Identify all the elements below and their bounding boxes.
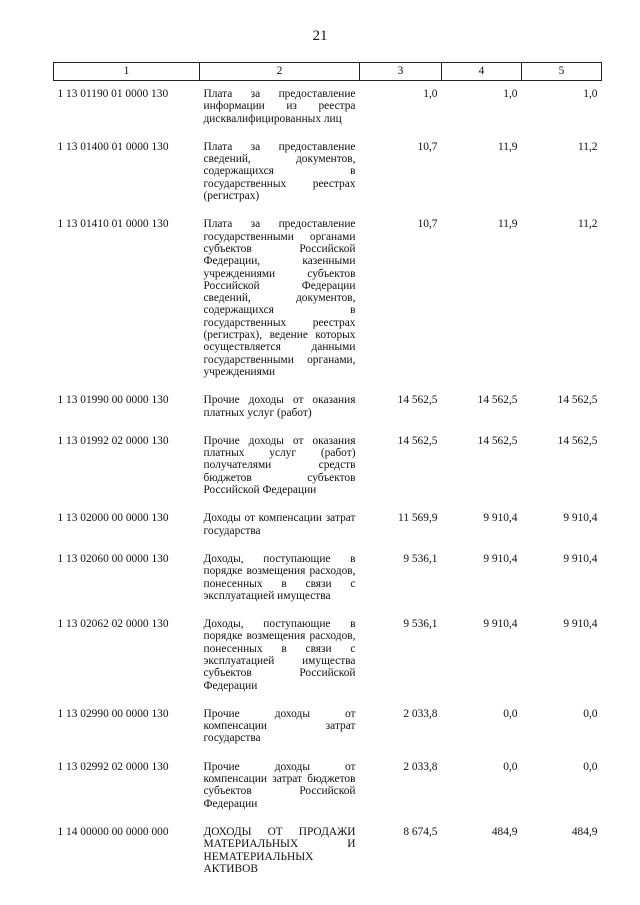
- row-value-col5: 9 910,4: [563, 552, 598, 565]
- column-header-2: 2: [200, 63, 360, 81]
- row-value-col5: 9 910,4: [563, 618, 598, 631]
- row-value-col4: 484,9: [491, 825, 518, 838]
- row-code: 1 13 02060 00 0000 130: [57, 552, 169, 565]
- row-name: Прочие доходы от оказания платных услуг (работ): [203, 394, 356, 419]
- table-row: [54, 611, 602, 701]
- row-value-col4: 9 910,4: [483, 552, 518, 565]
- row-value-col5: 0,0: [583, 760, 598, 773]
- row-value-col3: 8 674,5: [403, 825, 438, 838]
- column-header-5: 5: [522, 63, 602, 81]
- row-value-col3: 10,7: [417, 218, 438, 231]
- row-value-col4: 9 910,4: [483, 618, 518, 631]
- row-value-col5: 9 910,4: [563, 512, 598, 525]
- row-value-col3: 10,7: [417, 140, 438, 153]
- row-value-col4: 0,0: [503, 707, 518, 720]
- row-name: ДОХОДЫ ОТ ПРОДАЖИ МАТЕРИАЛЬНЫХ И НЕМАТЕРИАЛЬНЫХ АКТИВОВ: [203, 825, 356, 875]
- row-value-col3: 14 562,5: [397, 434, 438, 447]
- row-value-col3: 9 536,1: [403, 552, 438, 565]
- row-value-col4: 1,0: [503, 88, 518, 100]
- row-value-col5: 484,9: [571, 825, 598, 838]
- column-header-3: 3: [360, 63, 442, 81]
- row-name: Доходы, поступающие в порядке возмещения расходов, понесенных в связи с эксплуатацией имущества субъектов Российской Федерации: [203, 618, 356, 692]
- table-row: [54, 819, 602, 884]
- row-name: Доходы, поступающие в порядке возмещения расходов, понесенных в связи с эксплуатацией имущества: [203, 552, 356, 602]
- row-value-col5: 1,0: [583, 88, 598, 100]
- row-name: Плата за предоставление информации из реестра дисквалифицированных лиц: [203, 88, 356, 125]
- row-name: Плата за предоставление сведений, документов, содержащихся в государственных реестрах (регистрах): [203, 140, 356, 203]
- table-row: [54, 211, 602, 387]
- row-name: Плата за предоставление государственными органами субъектов Российской Федерации, казенными учреждениями субъектов Российской Федерации сведений, документов, содержащихся в государственных реестрах (регистрах), ведение которых осуществляется данными государственными органами, учреждениями: [203, 218, 356, 378]
- table-body: [54, 81, 602, 885]
- row-value-col5: 11,2: [577, 218, 598, 231]
- row-value-col3: 2 033,8: [403, 760, 438, 773]
- row-value-col3: 2 033,8: [403, 707, 438, 720]
- row-code: 1 13 02992 02 0000 130: [57, 760, 169, 773]
- row-value-col4: 11,9: [497, 140, 518, 153]
- table-row: [54, 701, 602, 754]
- table-row: [54, 546, 602, 611]
- row-code: 1 13 01400 01 0000 130: [57, 140, 169, 153]
- row-value-col4: 11,9: [497, 218, 518, 231]
- table-row: [54, 81, 602, 134]
- row-value-col3: 14 562,5: [397, 394, 438, 407]
- row-value-col4: 14 562,5: [477, 434, 518, 447]
- row-code: 1 13 02990 00 0000 130: [57, 707, 169, 720]
- page-number: 21: [312, 28, 328, 44]
- row-value-col4: 0,0: [503, 760, 518, 773]
- row-name: Доходы от компенсации затрат государства: [203, 512, 356, 537]
- column-header-4: 4: [442, 63, 522, 81]
- table-row: [54, 505, 602, 546]
- row-name: Прочие доходы от оказания платных услуг (работ) получателями средств бюджетов субъектов Российской Федерации: [203, 434, 356, 497]
- row-code: 1 13 01190 01 0000 130: [57, 88, 169, 100]
- row-value-col3: 9 536,1: [403, 618, 438, 631]
- row-value-col4: 14 562,5: [477, 394, 518, 407]
- row-name: Прочие доходы от компенсации затрат бюджетов субъектов Российской Федерации: [203, 760, 356, 810]
- row-code: 1 13 02062 02 0000 130: [57, 618, 169, 631]
- row-value-col3: 1,0: [423, 88, 438, 100]
- table-row: [54, 754, 602, 819]
- row-value-col5: 14 562,5: [557, 434, 598, 447]
- row-code: 1 14 00000 00 0000 000: [57, 825, 169, 838]
- table-header-row: [54, 63, 602, 81]
- column-header-1: 1: [54, 63, 200, 81]
- row-code: 1 13 02000 00 0000 130: [57, 512, 169, 525]
- row-code: 1 13 01992 02 0000 130: [57, 434, 169, 447]
- row-name: Прочие доходы от компенсации затрат государства: [203, 707, 356, 745]
- row-value-col3: 11 569,9: [398, 512, 438, 525]
- table-row: [54, 387, 602, 428]
- row-value-col5: 11,2: [577, 140, 598, 153]
- table-row: [54, 134, 602, 211]
- budget-table: [53, 62, 602, 884]
- row-code: 1 13 01410 01 0000 130: [57, 218, 169, 231]
- row-value-col4: 9 910,4: [483, 512, 518, 525]
- table-row: [54, 428, 602, 505]
- row-value-col5: 0,0: [583, 707, 598, 720]
- row-code: 1 13 01990 00 0000 130: [57, 394, 169, 407]
- row-value-col5: 14 562,5: [557, 394, 598, 407]
